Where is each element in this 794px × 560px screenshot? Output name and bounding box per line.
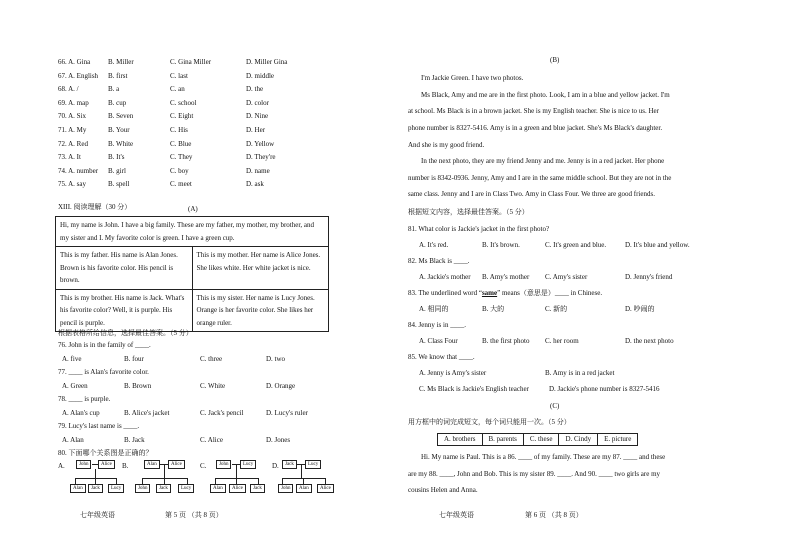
node-alice: Alice [168, 460, 185, 469]
node-alan: Alan [70, 484, 86, 493]
node-jack: Jack [250, 484, 265, 493]
node-john: John [278, 484, 293, 493]
choice-69-option-c[interactable]: C. school [170, 98, 197, 107]
node-jack: Jack [156, 484, 171, 493]
question-82-options [419, 274, 705, 281]
q82-option-c[interactable]: C. Amy's sister [545, 273, 588, 281]
choice-68-option-b[interactable]: B. a [108, 85, 120, 94]
choice-66-option-c[interactable]: C. Gina Miller [170, 58, 212, 66]
q83-prefix: 83. The underlined word “ [408, 289, 482, 297]
word-option-c: C. these [524, 434, 560, 445]
q83-option-d[interactable]: D. 吵闹的 [625, 305, 655, 313]
diagram-label-a: A. [58, 462, 65, 470]
q84-option-c[interactable]: C. her room [545, 337, 579, 345]
question-83 [408, 290, 602, 297]
q77-option-a[interactable]: A. Green [62, 382, 88, 390]
node-alice: Alice [317, 484, 334, 493]
question-78: 78. ____ is purple. [58, 395, 111, 403]
diagram-label-c: C. [200, 462, 207, 470]
choice-70-option-d[interactable]: D. Nine [246, 112, 269, 121]
choice-70-option-c[interactable]: C. Eight [170, 112, 194, 121]
choice-68-option-d[interactable]: D. the [246, 85, 264, 94]
choice-67-option-a[interactable]: 67. A. English [58, 71, 99, 80]
question-84: 84. Jenny is in ____. [408, 321, 466, 329]
choice-70-option-b[interactable]: B. Seven [108, 112, 134, 121]
q81-option-b[interactable]: B. It's brown. [482, 241, 520, 249]
footer-page-left: 第 5 页 （共 8 页） [165, 511, 223, 519]
word-option-a: A. brothers [438, 434, 483, 445]
passage-b-line-7: number is 8342-0936. Jenny, Amy and I are in the same middle school. But they are not in the [408, 174, 672, 182]
passage-b-line-4: phone number is 8327-5416. Amy is in a green and blue jacket. She's Ms Black's daughter. [408, 124, 663, 132]
reading-instruction: 根据表格所给信息，选择最佳答案。（5 分） [58, 329, 193, 337]
choice-71-option-b[interactable]: B. Your [108, 126, 130, 134]
passage-b-line-2: Ms Black, Amy and me are in the first photo. Look, I am in a blue and yellow jacket. I'm [421, 91, 670, 99]
q83-option-a[interactable]: A. 相同的 [419, 305, 449, 313]
choice-73-option-c[interactable]: C. They [170, 153, 193, 162]
part-b-heading: (B) [550, 56, 560, 64]
node-lucy: Lucy [305, 460, 321, 469]
q82-option-a[interactable]: A. Jackie's mother [419, 273, 471, 281]
passage-c-line-3: cousins Helen and Anna. [408, 486, 478, 494]
q78-option-c[interactable]: C. Jack's pencil [200, 409, 244, 417]
table-cell-mother: This is my mother. Her name is Alice Jones. She likes white. Her white jacket is nice. [192, 247, 329, 290]
question-76: 76. John is in the family of ____. [58, 341, 151, 349]
node-john: John [76, 460, 91, 469]
choice-69-option-b[interactable]: B. cup [108, 98, 127, 107]
cloze-instruction: 用方框中的词完成短文，每个词只能用一次。（5 分） [408, 418, 571, 426]
choice-71-option-c[interactable]: C. His [170, 126, 188, 134]
question-79: 79. Lucy's last name is ____. [58, 422, 140, 430]
choice-69-option-a[interactable]: 69. A. map [58, 98, 89, 107]
passage-c-line-2: are my 88. ____, John and Bob. This is my sister 89. ____. And 90. ____ two girls are my [408, 470, 661, 478]
word-option-e: E. picture [604, 435, 632, 443]
node-alice: Alice [98, 460, 115, 469]
choice-68-option-c[interactable]: C. an [170, 85, 185, 94]
passage-b-line-5: And she is my good friend. [408, 141, 485, 149]
node-jack: Jack [282, 460, 297, 469]
choice-72-option-c[interactable]: C. Blue [170, 139, 192, 148]
diagram-label-d: D. [272, 462, 279, 470]
q77-option-c[interactable]: C. White [200, 382, 226, 390]
part-c-heading: (C) [550, 402, 560, 410]
node-alice: Alice [229, 484, 246, 493]
choice-73-option-d[interactable]: D. They're [246, 153, 276, 162]
q85-option-b[interactable]: B. Amy is in a red jacket [545, 369, 615, 377]
choice-73-option-b[interactable]: B. It's [108, 153, 125, 162]
table-cell-brother: This is my brother. His name is Jack. What's his favorite color? Well, it is purple. His pencil is purple. [56, 289, 193, 332]
question-81-options [419, 242, 715, 249]
choice-67-option-b[interactable]: B. first [108, 71, 128, 80]
q78-option-d[interactable]: D. Lucy's ruler [266, 409, 308, 417]
q81-option-a[interactable]: A. It's red. [419, 241, 449, 249]
choice-71-option-a[interactable]: 71. A. My [58, 126, 87, 134]
choice-67-option-d[interactable]: D. middle [246, 71, 274, 80]
q84-option-b[interactable]: B. the first photo [482, 337, 530, 345]
q84-option-a[interactable]: A. Class Four [419, 337, 458, 345]
question-77: 77. ____ is Alan's favorite color. [58, 368, 149, 376]
right-column [397, 0, 794, 560]
q78-option-b[interactable]: B. Alice's jacket [124, 409, 170, 417]
diagram-label-b: B. [122, 462, 129, 470]
diagram-b [132, 458, 192, 498]
node-lucy: Lucy [108, 484, 124, 493]
question-83-options [419, 306, 705, 313]
q77-option-d[interactable]: D. Orange [266, 382, 296, 390]
footer-subject-left: 七年级英语 [80, 511, 115, 519]
choice-72-option-d[interactable]: D. Yellow [246, 139, 275, 148]
q83-suffix: ” means（意思是）____ in Chinese. [497, 289, 603, 297]
choice-71-option-d[interactable]: D. Her [246, 126, 266, 134]
choice-66-option-d[interactable]: D. Miller Gina [246, 58, 288, 66]
choice-73-option-a[interactable]: 73. A. It [58, 153, 81, 162]
choice-67-option-c[interactable]: C. last [170, 71, 188, 80]
word-box [437, 433, 638, 446]
q82-option-d[interactable]: D. Jenny's friend [625, 273, 673, 281]
q79-option-c[interactable]: C. Alice [200, 436, 223, 444]
footer-subject-right: 七年级英语 [439, 511, 474, 519]
choice-66-option-b[interactable]: B. Miller [108, 58, 134, 66]
choice-72-option-b[interactable]: B. White [108, 139, 134, 148]
node-alan: Alan [296, 484, 312, 493]
passage-b-line-6: In the next photo, they are my friend Jenny and me. Jenny is in a red jacket. Her phone [421, 157, 665, 165]
q79-option-b[interactable]: B. Jack [124, 436, 145, 444]
choice-66-option-a[interactable]: 66. A. Gina [58, 58, 91, 66]
q82-option-b[interactable]: B. Amy's mother [482, 273, 530, 281]
footer-page-right: 第 6 页 （共 8 页） [525, 511, 583, 519]
node-john: John [135, 484, 150, 493]
question-82: 82. Ms Black is ____. [408, 257, 470, 265]
diagram-c [210, 458, 270, 498]
q85-option-a[interactable]: A. Jenny is Amy's sister [419, 369, 487, 377]
choice-68-option-a[interactable]: 68. A. / [58, 85, 79, 94]
choice-70-option-a[interactable]: 70. A. Six [58, 112, 87, 121]
node-john: John [216, 460, 231, 469]
choice-75-option-b[interactable]: B. spell [108, 180, 130, 189]
choice-75-option-d[interactable]: D. ask [246, 180, 264, 189]
q76-option-c[interactable]: C. three [200, 355, 223, 363]
q77-option-b[interactable]: B. Brown [124, 382, 152, 390]
choice-74-option-b[interactable]: B. girl [108, 166, 126, 175]
question-81: 81. What color is Jackie's jacket in the first photo? [408, 225, 550, 233]
node-alan: Alan [210, 484, 226, 493]
word-option-d: D. Cindy [559, 434, 598, 445]
choice-75-option-c[interactable]: C. meet [170, 180, 192, 189]
choice-74-option-a[interactable]: 74. A. number [58, 166, 99, 175]
node-alan: Alan [144, 460, 160, 469]
q84-option-d[interactable]: D. the next photo [625, 337, 674, 345]
q83-option-b[interactable]: B. 大的 [482, 305, 505, 313]
question-85-options-row1 [419, 370, 675, 377]
question-85-options-row2 [419, 386, 679, 393]
q79-option-a[interactable]: A. Alan [62, 436, 84, 444]
question-84-options [419, 338, 705, 345]
q85-option-d[interactable]: D. Jackie's phone number is 8327-5416 [549, 385, 660, 393]
diagram-a [70, 458, 130, 498]
q76-option-d[interactable]: D. two [266, 355, 286, 363]
choice-75-option-a[interactable]: 75. A. say [58, 180, 86, 189]
q81-option-c[interactable]: C. It's green and blue. [545, 241, 607, 249]
choice-69-option-d[interactable]: D. color [246, 98, 269, 107]
table-intro-cell: Hi, my name is John. I have a big family. These are my father, my mother, my brother, and my sister and I. My favorite color is green. I have a green cup. [56, 217, 329, 247]
table-cell-father: This is my father. His name is Alan Jones. Brown is his favorite color. His pencil is brown. [56, 247, 193, 290]
part-a-heading: (A) [188, 205, 198, 213]
question-85: 85. We know that ____. [408, 353, 475, 361]
node-lucy: Lucy [178, 484, 194, 493]
choice-72-option-a[interactable]: 72. A. Red [58, 139, 88, 148]
q85-option-c[interactable]: C. Ms Black is Jackie's English teacher [419, 385, 529, 393]
node-jack: Jack [88, 484, 103, 493]
passage-c-line-1: Hi. My name is Paul. This is a 86. ____ of my family. These are my 87. ____ and these [421, 453, 666, 461]
q79-option-d[interactable]: D. Jones [266, 436, 291, 444]
diagram-d [278, 458, 338, 498]
q76-option-a[interactable]: A. five [62, 355, 82, 363]
reading-instruction-b: 根据短文内容，选择最佳答案。（5 分） [408, 208, 529, 216]
family-table [55, 216, 329, 332]
q83-option-c[interactable]: C. 新的 [545, 305, 568, 313]
q78-option-a[interactable]: A. Alan's cup [62, 409, 100, 417]
q83-underlined-word: same [481, 289, 498, 297]
choice-74-option-c[interactable]: C. boy [170, 166, 189, 175]
q76-option-b[interactable]: B. four [124, 355, 144, 363]
section-title: XIII. 阅读理解（30 分） [58, 203, 132, 211]
q81-option-d[interactable]: D. It's blue and yellow. [625, 241, 690, 249]
passage-b-line-3: at school. Ms Black is in a brown jacket. She is my English teacher. She is nice to us. Her [408, 107, 659, 115]
node-lucy: Lucy [240, 460, 256, 469]
question-80: 80. 下面哪个关系图是正确的？ [58, 449, 153, 457]
word-option-b: B. parents [483, 434, 524, 445]
passage-b-line-8: same class. Jenny and I are in Class Two. Amy in Class Four. We three are good friends. [408, 190, 655, 198]
choice-74-option-d[interactable]: D. name [246, 166, 270, 175]
passage-b-line-1: I'm Jackie Green. I have two photos. [421, 74, 524, 82]
table-cell-sister: This is my sister. Her name is Lucy Jones. Orange is her favorite color. She likes her orange ruler. [192, 289, 329, 332]
